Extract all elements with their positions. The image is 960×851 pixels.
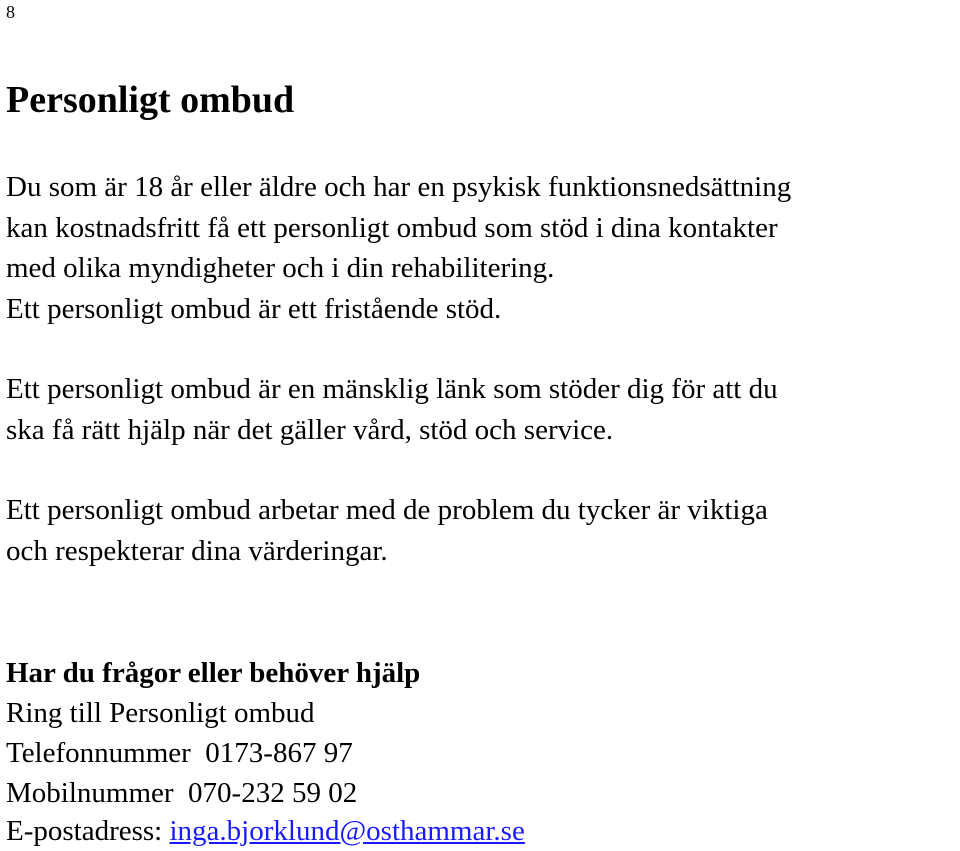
paragraph-line: Du som är 18 år eller äldre och har en psykisk funktionsnedsättning <box>6 171 792 203</box>
paragraph-intro <box>6 167 791 329</box>
paragraph-line: Ett personligt ombud arbetar med de problem du tycker är viktiga <box>6 494 768 526</box>
contact-heading: Har du frågor eller behöver hjälp <box>6 657 421 689</box>
paragraph-working-method <box>6 490 768 571</box>
page-number: 8 <box>6 2 15 22</box>
paragraph-line: Ett personligt ombud är en mänsklig länk som stöder dig för att du <box>6 373 778 405</box>
paragraph-line: kan kostnadsfritt få ett personligt ombud som stöd i dina kontakter <box>6 211 778 244</box>
paragraph-line: ska få rätt hjälp när det gäller vård, stöd och service. <box>6 413 614 446</box>
email-link[interactable]: inga.bjorklund@osthammar.se <box>169 815 525 847</box>
paragraph-line: och respekterar dina värderingar. <box>6 534 388 567</box>
contact-section <box>6 653 525 849</box>
paragraph-link-description <box>6 369 778 450</box>
paragraph-line: med olika myndigheter och i din rehabilitering. <box>6 252 555 284</box>
contact-intro: Ring till Personligt ombud <box>6 697 315 729</box>
email-label: E-postadress: <box>6 815 163 847</box>
mobile-label: Mobilnummer <box>6 777 174 809</box>
phone-number: 0173-867 97 <box>205 737 353 769</box>
page-title: Personligt ombud <box>6 79 295 121</box>
paragraph-line: Ett personligt ombud är ett fristående stöd. <box>6 292 502 325</box>
phone-line <box>6 733 525 773</box>
email-line <box>6 813 525 849</box>
mobile-line <box>6 773 525 813</box>
phone-label: Telefonnummer <box>6 737 191 769</box>
mobile-number: 070-232 59 02 <box>188 777 358 809</box>
